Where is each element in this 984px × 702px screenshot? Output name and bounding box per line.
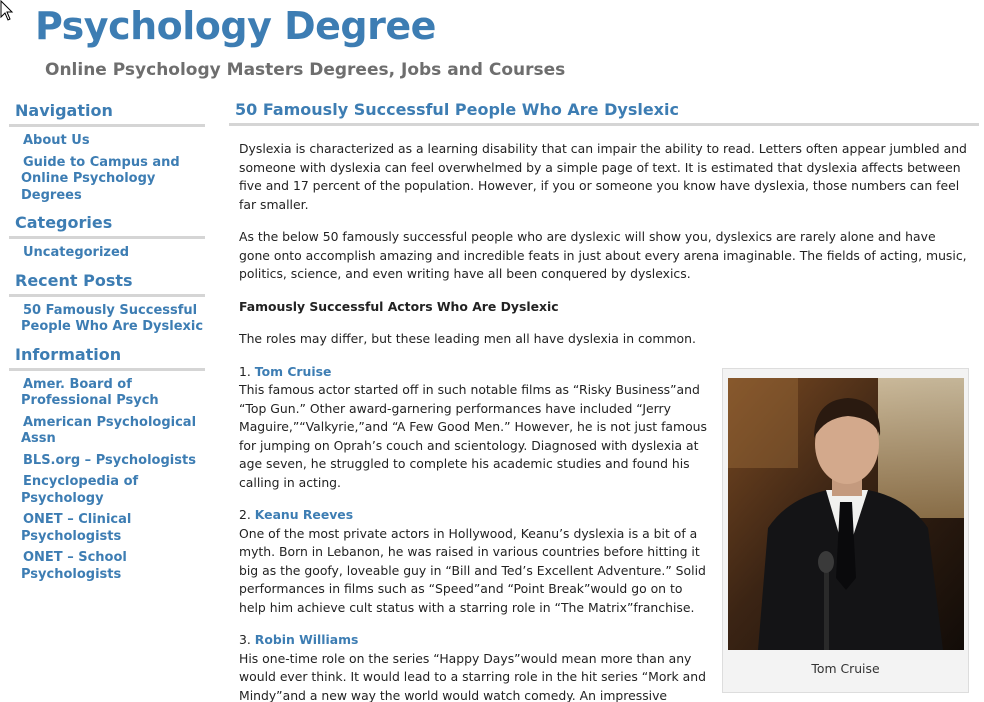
sidebar-item-encyclopedia[interactable]: [19, 474, 159, 507]
post-title[interactable]: 50 Famously Successful People Who Are Dyslexic: [229, 98, 979, 126]
photo-caption: Tom Cruise: [811, 661, 880, 676]
sidebar-item-label[interactable]: ONET – Clinical Psychologists: [21, 512, 132, 544]
section-heading: Famously Successful Actors Who Are Dyslexic: [239, 298, 559, 314]
section-intro: The roles may differ, but these leading men all have dyslexia in common.: [239, 331, 696, 346]
sidebar-item-apa[interactable]: [19, 415, 201, 448]
sidebar-item-about-us[interactable]: [19, 133, 205, 150]
item-description: One of the most private actors in Hollywood, Keanu’s dyslexia is a bit of a myth. Born in Lebanon, he was raised in various countries before hitting it big as the goofy, loveable guy in “Bill and Ted’s Excellent Adventure.” Solid performances in films such as “Speed”and “Point Break”would go on to help him achieve cult status with a starring role in “The Matrix”franchise.: [239, 525, 706, 615]
categories-section: [9, 210, 205, 262]
recent-posts-list: [9, 303, 205, 336]
sidebar: [9, 98, 205, 589]
site-tagline: Online Psychology Masters Degrees, Jobs and Courses: [45, 60, 566, 80]
intro-paragraph-1: Dyslexia is characterized as a learning disability that can impair the ability to read. Letters often appear jumbled and someone with dyslexia can feel overwhelmed by a simple page of text. It is estimated that dyslexia affects between five and 17 percent of the population. However, if you or someone you know have dyslexia, those numbers can feel far smaller.: [239, 141, 967, 212]
list-item: [239, 363, 709, 493]
sidebar-item-label[interactable]: Uncategorized: [23, 245, 130, 260]
sidebar-item-label[interactable]: 50 Famously Successful People Who Are Dyslexic: [21, 302, 204, 334]
photo-figure: [722, 368, 969, 693]
categories-list: [9, 245, 205, 262]
sidebar-item-recent-post[interactable]: [19, 303, 204, 336]
item-description: His one-time role on the series “Happy Days”would mean more than any would ever think. It would lead to a starring role in the hit series “Mork and Mindy”and a new way the world would watch comedy. An impressive: [239, 650, 706, 702]
item-number: 2.: [239, 507, 251, 522]
sidebar-item-label[interactable]: Guide to Campus and Online Psychology Degrees: [21, 154, 180, 203]
navigation-heading: Navigation: [9, 98, 205, 127]
item-number: 1.: [239, 363, 251, 379]
sidebar-item-label[interactable]: Encyclopedia of Psychology: [21, 474, 139, 506]
sidebar-item-onet-clinical[interactable]: [19, 512, 149, 545]
mouse-cursor-icon: [0, 0, 14, 22]
item-name-link[interactable]: Tom Cruise: [254, 363, 332, 379]
sidebar-item-abpp[interactable]: [19, 377, 169, 410]
site-title[interactable]: Psychology Degree: [35, 4, 436, 48]
list-item: [239, 506, 709, 617]
item-description: This famous actor started off in such notable films as “Risky Business”and “Top Gun.” Other award-garnering performances have included “Jerry Maguire,”“Valkyrie,”and “A Few Good Men.” However, he is not just famous for jumping on Oprah’s couch and scientology. Diagnosed with dyslexia at age seven, he struggled to complete his academic studies and found his calling in acting.: [239, 382, 707, 490]
intro-paragraph-2: As the below 50 famously successful people who are dyslexic will show you, dyslexics are rarely alone and have gone onto accomplish amazing and incredible feats in just about every arena imaginable. The fields of acting, music, politics, science, and even writing have all been conquered by dyslexics.: [239, 229, 967, 281]
sidebar-item-guide[interactable]: [19, 155, 199, 205]
sidebar-item-bls[interactable]: [19, 453, 204, 470]
list-item: [239, 631, 709, 702]
tom-cruise-photo[interactable]: [728, 378, 964, 650]
item-name-link[interactable]: Keanu Reeves: [254, 507, 354, 522]
sidebar-item-label[interactable]: American Psychological Assn: [21, 414, 197, 446]
information-list: [9, 377, 205, 584]
navigation-list: [9, 133, 205, 204]
sidebar-item-onet-school[interactable]: [19, 550, 149, 583]
navigation-section: [9, 98, 205, 204]
information-heading: Information: [9, 342, 205, 371]
sidebar-item-label[interactable]: About Us: [23, 133, 90, 148]
sidebar-item-uncategorized[interactable]: [19, 245, 205, 262]
sidebar-item-label[interactable]: Amer. Board of Professional Psych: [21, 376, 159, 408]
item-name-link[interactable]: Robin Williams: [254, 632, 359, 647]
item-number: 3.: [239, 632, 251, 647]
categories-heading: Categories: [9, 210, 205, 239]
sidebar-item-label[interactable]: ONET – School Psychologists: [21, 550, 127, 582]
recent-posts-heading: Recent Posts: [9, 268, 205, 297]
recent-posts-section: [9, 268, 205, 336]
sidebar-item-label[interactable]: BLS.org – Psychologists: [23, 452, 196, 468]
information-section: [9, 342, 205, 584]
portrait-illustration: [728, 378, 964, 650]
